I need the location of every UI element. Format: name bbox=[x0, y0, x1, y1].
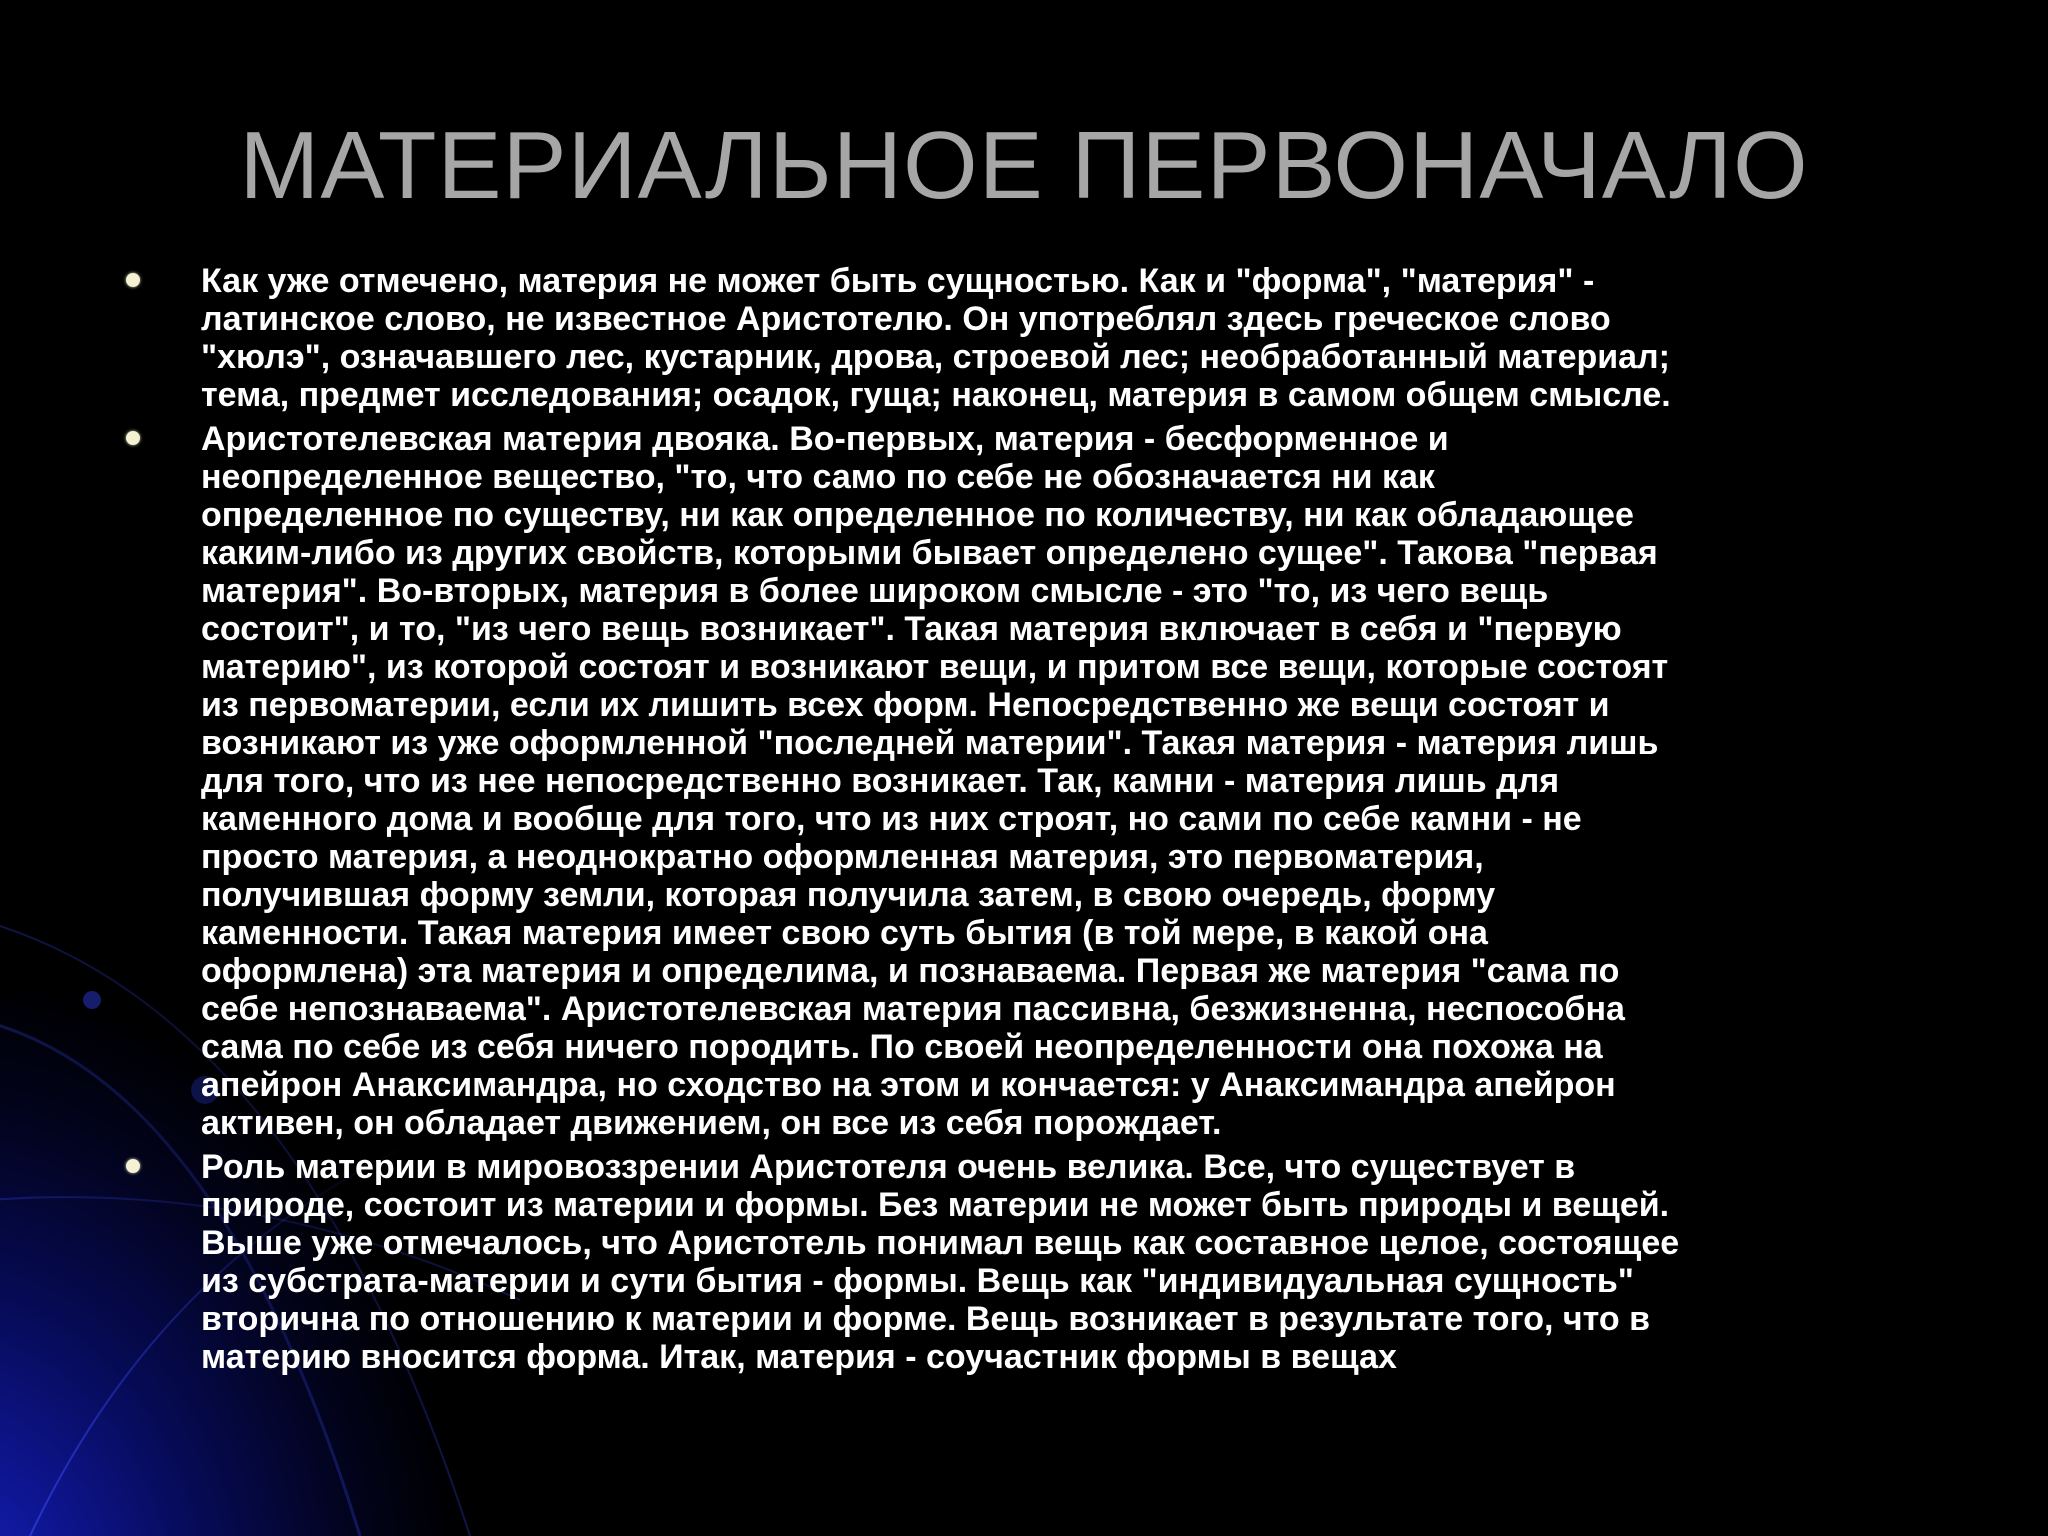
bullet-line: себе непознаваема". Аристотелевская материя пассивна, безжизненна, неспособна bbox=[201, 990, 1625, 1028]
bullet-line: активен, он обладает движением, он все из себя порождает. bbox=[201, 1104, 1222, 1142]
bullet-line: Как уже отмечено, материя не может быть сущностью. Как и "форма", "материя" - bbox=[201, 262, 1595, 300]
bullet-line: сама по себе из себя ничего породить. По своей неопределенности она похожа на bbox=[201, 1028, 1603, 1066]
bullet-line: Выше уже отмечалось, что Аристотель понимал вещь как составное целое, состоящее bbox=[201, 1224, 1680, 1262]
bullet-text bbox=[201, 1148, 1941, 1376]
bullet-line: материю", из которой состоят и возникают вещи, и притом все вещи, которые состоят bbox=[201, 648, 1669, 686]
bullet-line: каким-либо из других свойств, которыми бывает определено сущее". Такова "первая bbox=[201, 534, 1658, 572]
bullet-line: из первоматерии, если их лишить всех форм. Непосредственно же вещи состоят и bbox=[201, 686, 1610, 724]
bullet-line: латинское слово, не известное Аристотелю. Он употреблял здесь греческое слово bbox=[201, 300, 1611, 338]
bullet-line: просто материя, а неоднократно оформленная материя, это первоматерия, bbox=[201, 838, 1484, 876]
bullet-line: определенное по существу, ни как определенное по количеству, ни как обладающее bbox=[201, 496, 1634, 534]
bullet-item bbox=[0, 420, 1941, 1142]
slide-title: МАТЕРИАЛЬНОЕ ПЕРВОНАЧАЛО bbox=[239, 112, 1809, 219]
bullet-line: природе, состоит из материи и формы. Без материи не может быть природы и вещей. bbox=[201, 1186, 1670, 1224]
bullet-line: состоит", и то, "из чего вещь возникает". Такая материя включает в себя и "первую bbox=[201, 610, 1622, 648]
bullet-line: материя". Во-вторых, материя в более широком смысле - это "то, из чего вещь bbox=[201, 572, 1549, 610]
bullet-line: каменности. Такая материя имеет свою суть бытия (в той мере, в какой она bbox=[201, 914, 1488, 952]
bullet-item bbox=[0, 262, 1941, 414]
bullet-line: материю вносится форма. Итак, материя - соучастник формы в вещах bbox=[201, 1338, 1397, 1376]
bullet-line: вторична по отношению к материи и форме. Вещь возникает в результате того, что в bbox=[201, 1300, 1650, 1338]
bullet-line: тема, предмет исследования; осадок, гуща; наконец, материя в самом общем смысле. bbox=[201, 376, 1671, 414]
bullet-text bbox=[201, 420, 1941, 1142]
bullet-line: Роль материи в мировоззрении Аристотеля очень велика. Все, что существует в bbox=[201, 1148, 1576, 1186]
bullet-line: получившая форму земли, которая получила затем, в свою очередь, форму bbox=[201, 876, 1496, 914]
bullet-dot-icon bbox=[126, 431, 140, 445]
bullet-line: апейрон Анаксимандра, но сходство на этом и кончается: у Анаксимандра апейрон bbox=[201, 1066, 1616, 1104]
bullet-list bbox=[0, 262, 2048, 1382]
bullet-line: из субстрата-материи и сути бытия - формы. Вещь как "индивидуальная сущность" bbox=[201, 1262, 1634, 1300]
bullet-line: неопределенное вещество, "то, что само по себе не обозначается ни как bbox=[201, 458, 1435, 496]
bullet-line: оформлена) эта материя и определима, и познаваема. Первая же материя "сама по bbox=[201, 952, 1620, 990]
bullet-item bbox=[0, 1148, 1941, 1376]
bullet-line: каменного дома и вообще для того, что из них строят, но сами по себе камни - не bbox=[201, 800, 1582, 838]
bullet-dot-icon bbox=[126, 273, 140, 287]
bullet-line: возникают из уже оформленной "последней материи". Такая материя - материя лишь bbox=[201, 724, 1659, 762]
bullet-line: для того, что из нее непосредственно возникает. Так, камни - материя лишь для bbox=[201, 762, 1560, 800]
bullet-line: "хюлэ", означавшего лес, кустарник, дрова, строевой лес; необработанный материал; bbox=[201, 338, 1670, 376]
bullet-text bbox=[201, 262, 1941, 414]
bullet-dot-icon bbox=[126, 1159, 140, 1173]
bullet-line: Аристотелевская материя двояка. Во-первых, материя - бесформенное и bbox=[201, 420, 1449, 458]
